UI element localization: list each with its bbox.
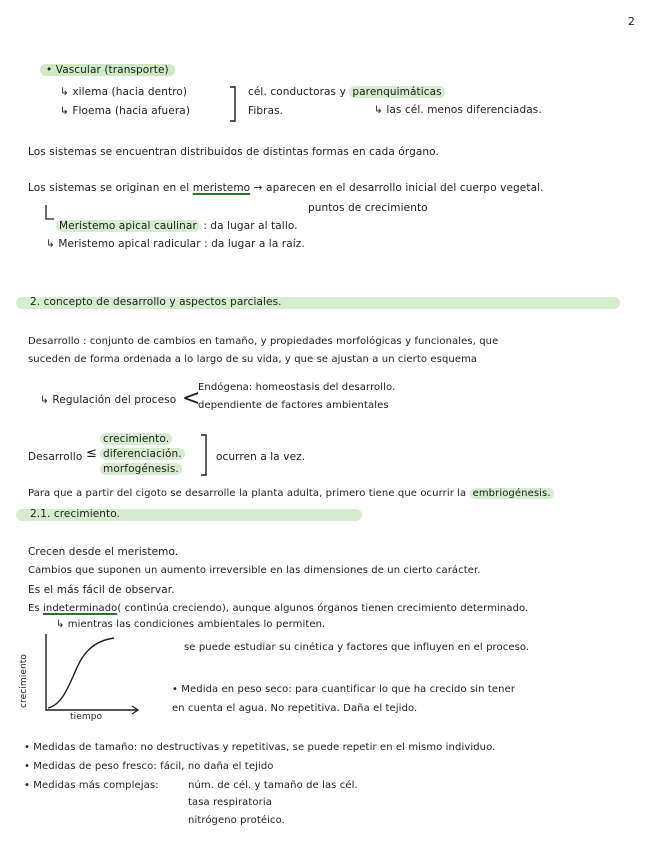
page-number: 2 <box>627 15 635 28</box>
medidas-complejas: • Medidas más complejas: <box>24 780 159 791</box>
menos-diferenciadas-text: ↳ las cél. menos diferenciadas. <box>374 104 542 116</box>
crecimiento-line3: Es el más fácil de observar. <box>28 584 175 596</box>
desarrollo-item-morfogenesis: morfogénesis. <box>100 463 182 475</box>
embriogenesis-word: embriogénesis. <box>470 488 554 499</box>
regulacion-endogena: Endógena: homeostasis del desarrollo. <box>198 382 396 393</box>
xilema-line: ↳ xilema (hacia dentro) <box>60 86 188 98</box>
crecimiento-line1: Crecen desde el meristemo. <box>28 546 179 558</box>
meristemo-prefix: Los sistemas se originan en el <box>28 182 190 194</box>
desarrollo-list-symbol: ≤ <box>86 446 97 461</box>
medidas-item-celulas: núm. de cél. y tamaño de las cél. <box>188 780 358 791</box>
medidas-item-nitrogeno: nitrógeno protéico. <box>188 815 285 826</box>
mientras-line: ↳ mientras las condiciones ambientales lo permiten. <box>56 619 326 630</box>
meristemo-word: meristemo <box>192 182 251 194</box>
crecimiento-line2: Cambios que suponen un aumento irreversible en las dimensiones de un cierto carácter. <box>28 565 481 576</box>
apical-caulinar-label: Meristemo apical caulinar <box>56 220 200 232</box>
section2-title: 2. concepto de desarrollo y aspectos parciales. <box>30 296 282 308</box>
peso-seco-line1: • Medida en peso seco: para cuantificar lo que ha crecido sin tener <box>172 684 516 695</box>
section21-title: 2.1. crecimiento. <box>30 508 121 520</box>
cell-types-line <box>248 86 445 98</box>
es-text: Es <box>28 603 40 614</box>
fibras-text: Fibras. <box>248 105 284 117</box>
regulacion-label: ↳ Regulación del proceso <box>40 394 177 406</box>
cinetica-line: se puede estudiar su cinética y factores que influyen en el proceso. <box>184 642 530 653</box>
floema-line: ↳ Floema (hacia afuera) <box>60 105 191 117</box>
medidas-tamano: • Medidas de tamaño: no destructivas y repetitivas, se puede repetir en el mismo individuo. <box>24 742 496 753</box>
graph-ylabel: crecimiento <box>19 653 30 709</box>
growth-curve-graph <box>42 634 142 714</box>
embriogenesis-line <box>28 488 554 499</box>
parenquimaticas-text: parenquimáticas <box>349 86 444 98</box>
conductoras-text: cél. conductoras y <box>248 86 346 98</box>
desarrollo-def-line2: suceden de forma ordenada a lo largo de su vida, y que se ajustan a un cierto esquema <box>28 354 478 365</box>
desarrollo-def-line1: Desarrollo : conjunto de cambios en tamaño, y propiedades morfológicas y funcionales, que <box>28 336 499 347</box>
vascular-bracket <box>228 86 238 122</box>
medidas-fresco: • Medidas de peso fresco: fácil, no daña el tejido <box>24 761 274 772</box>
crecimiento-line4 <box>28 603 528 614</box>
sigmoid-curve <box>48 638 114 708</box>
apical-caulinar-line <box>56 220 298 232</box>
meristemo-line <box>28 182 544 194</box>
distribuidos-line: Los sistemas se encuentran distribuidos de distintas formas en cada órgano. <box>28 146 439 158</box>
desarrollo-list-label: Desarrollo <box>28 451 83 463</box>
line4-rest: ( continúa creciendo), aunque algunos órganos tienen crecimiento determinado. <box>117 603 529 614</box>
apical-arrow <box>44 205 56 223</box>
desarrollo-item-diferenciacion: diferenciación. <box>100 448 185 460</box>
graph-xlabel: tiempo <box>70 712 103 722</box>
meristemo-arrow: → <box>253 182 263 194</box>
ocurren-text: ocurren a la vez. <box>216 451 306 463</box>
desarrollo-item-crecimiento: crecimiento. <box>100 433 172 445</box>
meristemo-suffix: aparecen en el desarrollo inicial del cuerpo vegetal. <box>266 182 544 194</box>
regulacion-dependiente: dependiente de factores ambientales <box>198 400 389 411</box>
graph-y-axis <box>46 634 138 710</box>
apical-radicular-rest: : da lugar a la raíz. <box>204 238 305 250</box>
embriogenesis-text: Para que a partir del cigoto se desarrolle la planta adulta, primero tiene que ocurrir la <box>28 488 467 499</box>
apical-caulinar-rest: : da lugar al tallo. <box>203 220 298 232</box>
regulacion-chevron: < <box>182 386 201 411</box>
puntos-crecimiento: puntos de crecimiento <box>308 202 428 214</box>
vascular-heading: • Vascular (transporte) <box>40 64 175 76</box>
apical-radicular-label: ↳ Meristemo apical radicular <box>46 238 201 250</box>
medidas-item-tasa: tasa respiratoria <box>188 797 272 808</box>
apical-radicular-line <box>46 238 305 250</box>
peso-seco-line2: en cuenta el agua. No repetitiva. Daña el tejido. <box>172 703 418 714</box>
desarrollo-bracket <box>200 434 210 476</box>
indeterminado-word: indeterminado <box>43 603 118 614</box>
